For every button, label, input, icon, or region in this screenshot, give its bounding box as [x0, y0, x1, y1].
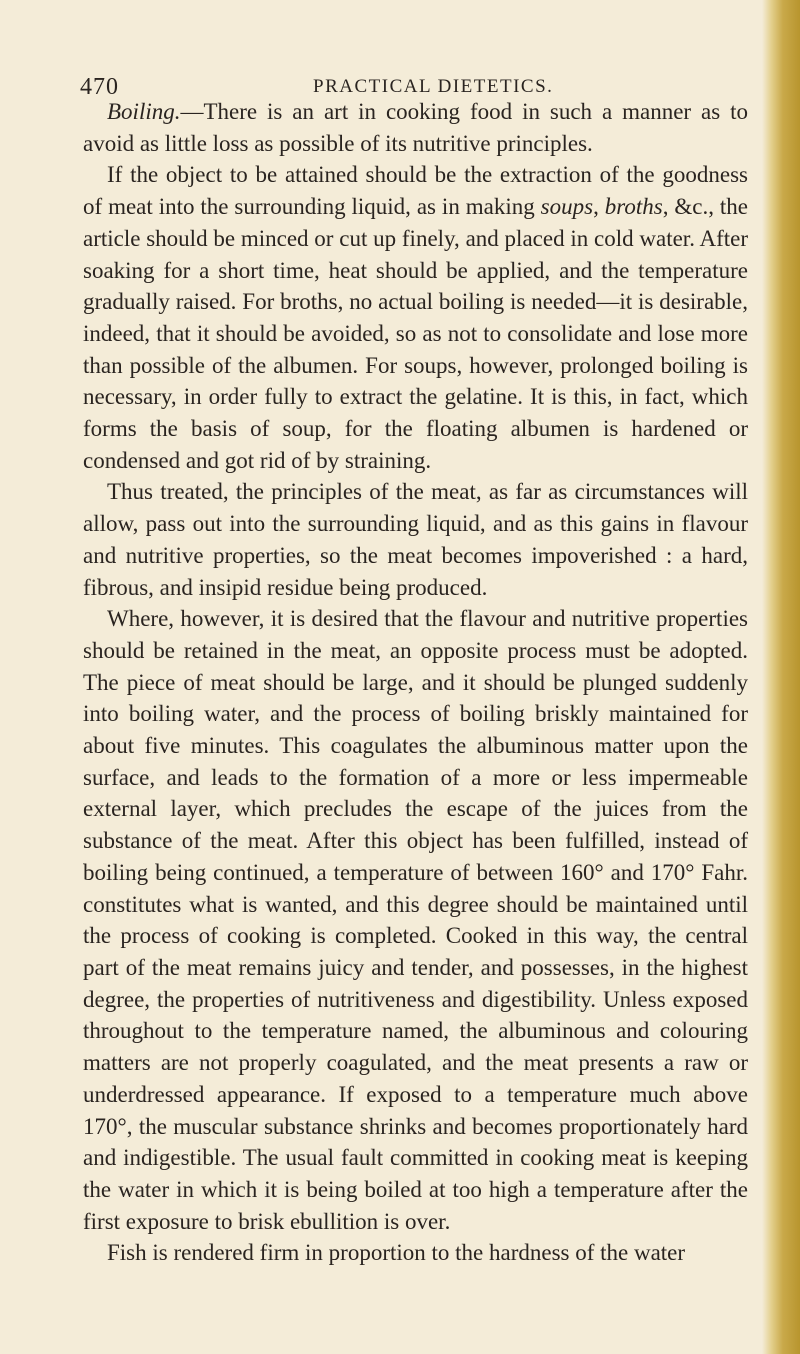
body-text: [83, 96, 748, 1269]
paragraph-boiling-intro: [83, 96, 748, 159]
running-head: PRACTICAL DIETETICS.: [313, 76, 554, 97]
paragraph-text: If the object to be attained should be the extraction of the goodness of meat into the surrounding liquid, as in making: [83, 162, 748, 220]
paragraph-where-however: Where, however, it is desired that the flavour and nutritive properties should be retained in the meat, an opposite process must be adopted. The piece of meat should be large, and it should be plunged suddenly into boiling water, and the process of boiling briskly maintained for about five minutes. This coagulates the albuminous matter upon the surface, and leads to the formation of a more or less impermeable external layer, which precludes the escape of the juices from the substance of the meat. After this object has been fulfilled, instead of boiling being continued, a temperature of between 160° and 170° Fahr. constitutes what is wanted, and this degree should be maintained until the process of cooking is completed. Cooked in this way, the central part of the meat remains juicy and tender, and possesses, in the highest degree, the properties of nutritiveness and digestibility. Unless exposed throughout to the temperature named, the albuminous and colouring matters are not properly coagulated, and the meat presents a raw or underdressed appearance. If exposed to a temperature much above 170°, the muscular substance shrinks and becomes proportionately hard and indigestible. The usual fault committed in cooking meat is keeping the water in which it is being boiled at too high a temperature after the first exposure to brisk ebullition is over.: [83, 606, 748, 1234]
paragraph-fish: Fish is rendered firm in proportion to the hardness of the water: [107, 1240, 686, 1266]
italic-soups: soups: [540, 194, 594, 220]
punctuation: ,: [593, 194, 605, 220]
paragraph-text: , &c., the article should be minced or cut up finely, and placed in cold water. After soaking for a short time, heat should be applied, and the temperature gradually raised. For broths, no actual boiling is needed—it is desirable, indeed, that it should be avoided, so as not to consolidate and lose more than possible of the albumen. For soups, however, prolonged boiling is necessary, in order fully to extract the gelatine. It is this, in fact, which forms the basis of soup, for the floating albumen is hardened or condensed and got rid of by straining.: [83, 194, 749, 473]
page-edge: [762, 0, 800, 1354]
paragraph-text: —There is an art in cooking food in such a manner as to avoid as little loss as possible of its nutritive principles.: [83, 99, 748, 156]
paragraph-soups-broths: [83, 159, 748, 476]
section-title: Boiling.: [107, 99, 181, 124]
page-number: 470: [80, 74, 119, 100]
paragraph-thus-treated: Thus treated, the principles of the meat, as far as circumstances will allow, pass out into the surrounding liquid, and as this gains in flavour and nutritive properties, so the meat becomes impoverished : a hard, fibrous, and insipid residue being produced.: [83, 479, 748, 600]
italic-broths: broths: [604, 194, 663, 220]
